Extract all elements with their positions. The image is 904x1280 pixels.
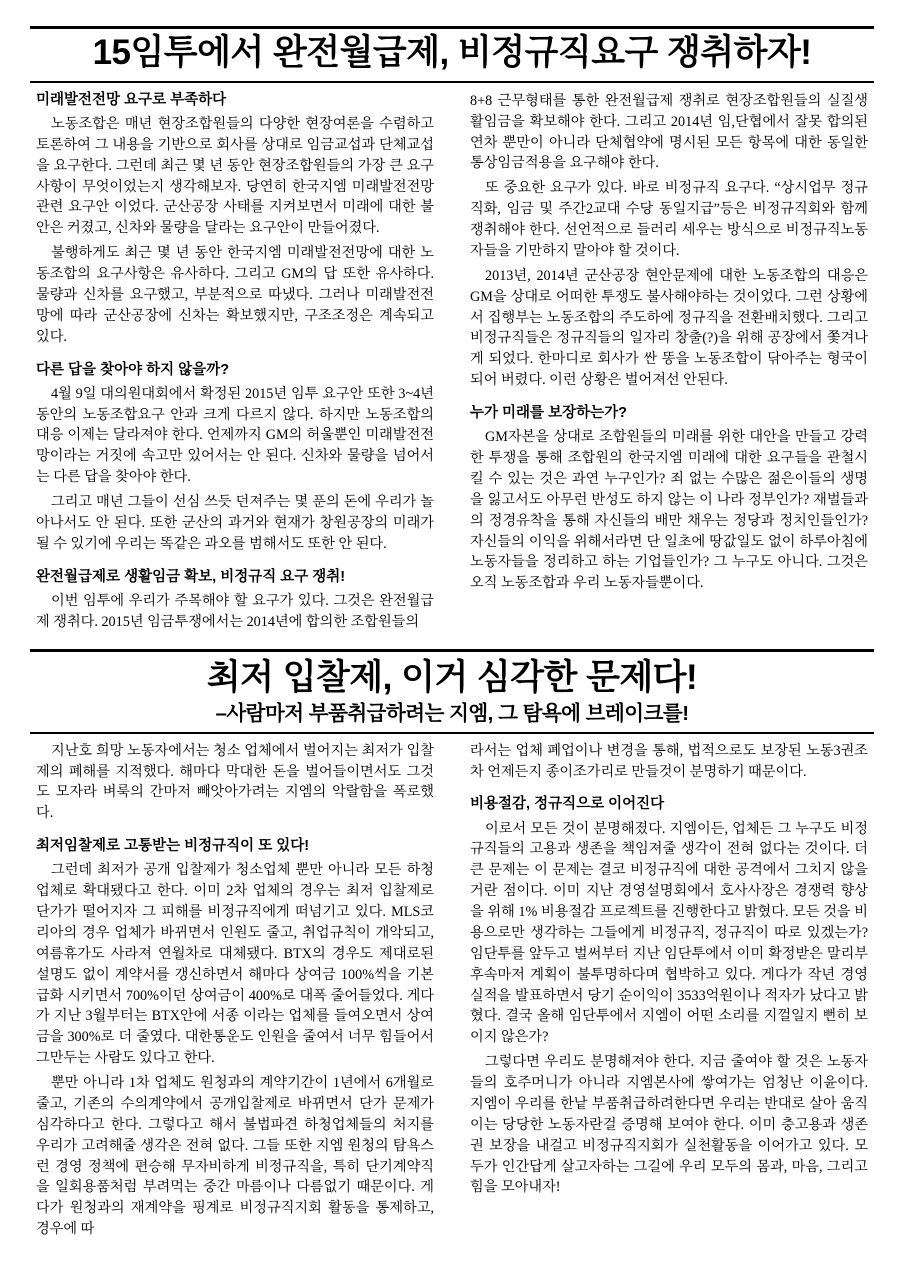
section-heading: 누가 미래를 보장하는가? (470, 405, 627, 421)
article2-subheadline: –사람마저 부품취급하려는 지엠, 그 탐욕에 브레이크를! (215, 702, 689, 725)
paragraph: 노동조합은 매년 현장조합원들의 다양한 현장여론을 수렴하고 토론하여 그 내용을 기반으로 회사를 상대로 임금교섭과 단체교섭을 요구한다. 그런데 최근 몇 년 동안 현장조합원들의 가장 큰 요구사항이 무엇이었는지 생각해보자. 당연히 한국지엠 미래발전전망 관련 요구안 이었다. 군산공장 사태를 지켜보면서 미래에 대한 불안은 커졌고, 신차와 물량을 달라는 요구안이 만들어졌다. (36, 115, 434, 237)
article2-headline: 최저 입찰제, 이거 심각한 문제다! (206, 657, 698, 697)
paragraph: 지난호 희망 노동자에서는 청소 업체에서 벌어지는 최저가 입찰제의 폐해를 지적했다. 해마다 막대한 돈을 벌어들이면서도 그것도 모자라 벼룩의 간마저 빼앗아가려는 지엠의 악랄함을 폭로했다. (36, 742, 434, 822)
section-heading: 비용절감, 정규직으로 이어진다 (470, 796, 665, 813)
paragraph: 4월 9일 대의원대회에서 확정된 2015년 임투 요구안 또한 3~4년 동안의 노동조합요구 안과 크게 다르지 않다. 하지만 노동조합의 대응 이제는 달라져야 한다. 언제까지 GM의 허울뿐인 미래발전전망이라는 거짓에 속고만 있어서는 안 된다. 신차와 물량을 넘어서는 다른 답을 찾아야 한다. (36, 385, 434, 486)
paragraph: 2013년, 2014년 군산공장 현안문제에 대한 노동조합의 대응은 GM을 상대로 어떠한 투쟁도 불사해야하는 것이었다. 그런 상황에서 집행부는 노동조합의 주도하에 정규직을 전환배치했다. 그리고 비정규직들은 정규직들의 일자리 창출(?)을 위해 공장에서 쫓겨나게 되었다. 한마디로 회사가 싼 똥을 노동조합이 닦아주는 형국이 되어 버렸다. 이런 상황은 벌어져선 안된다. (470, 267, 868, 389)
article1-left-column (30, 91, 452, 637)
paragraph: 불행하게도 최근 몇 년 동안 한국지엠 미래발전전망에 대한 노동조합의 요구사항은 유사하다. 그리고 GM의 답 또한 유사하다. 물량과 신차를 요구했고, 부분적으로 따냈다. 그러나 미래발전전망에 따라 군산공장에 신차는 확보했지만, 구조조정은 계속되고 있다. (36, 245, 434, 345)
section-heading: 완전월급제로 생활임금 확보, 비정규직 요구 쟁취! (36, 568, 346, 585)
paragraph: 뿐만 아니라 1차 업체도 원청과의 계약기간이 1년에서 6개월로 줄고, 기존의 수의계약에서 공개입찰제로 바뀌면서 단가 문제가 심각하다고 한다. 그렇다고 해서 불법파견 하청업체들의 처지를 우리가 고려해줄 생각은 전혀 없다. 그들 또한 지엠 원청의 탐욕스런 경영 정책에 편승해 무자비하게 비정규직을, 특히 단기계약직을 일회용품처럼 부려먹는 중간 마름이나 다름없기 때문이다. 게다가 원청과의 재계약을 핑계로 비정규직지회 활동을 통제하고, 경우에 따 (36, 1075, 434, 1238)
article1-headline: 15임투에서 완전월급제, 비정규직요구 쟁취하자! (92, 33, 812, 72)
article2-left-column (30, 741, 452, 1244)
article1-right-column (452, 91, 874, 637)
article1-columns (30, 91, 874, 637)
paragraph: 라서는 업체 폐업이나 변경을 통해, 법적으로도 보장된 노동3권조차 언제든지 종이조가리로 만들것이 분명하기 때문이다. (470, 742, 868, 780)
paragraph: GM자본을 상대로 조합원들의 미래를 위한 대안을 만들고 강력한 투쟁을 통해 조합원의 한국지엠 미래에 대한 요구들을 관철시킬 수 있는 것은 과연 누구인가? 죄 없는 수많은 젊은이들의 생명을 잃고서도 아무런 반성도 하지 않는 이 나라 정부인가? 재벌들과의 정경유착을 통해 자신들의 배만 채우는 정당과 정치인들인가? 자신들의 이익을 위해서라면 단 일초에 땅값일도 없이 하루아침에 노동자들을 정리하고 하는 기업들인가? 그 누구도 아니다. 그것은 오직 노동조합과 우리 노동자들뿐이다. (470, 429, 868, 592)
article2-columns (30, 741, 874, 1244)
section-heading: 미래발전전망 요구로 부족하다 (36, 91, 227, 108)
section-heading: 다른 답을 찾아야 하지 않을까? (36, 361, 230, 378)
article2-right-column (452, 741, 874, 1244)
paragraph: 그렇다면 우리도 분명해져야 한다. 지금 줄여야 할 것은 노동자들의 호주머니가 아니라 지엠본사에 쌓여가는 엄청난 이윤이다. 지엠이 우리를 한낱 부품취급하려한다면 우리는 반대로 살아 움직이는 당당한 노동자란걸 증명해 보여야 한다. 이미 충고용과 생존권 보장을 내걸고 비정규직지회가 실천활동을 이어가고 있다. 모두가 인간답게 살고자하는 그길에 우리 모두의 몸과, 마음, 그리고 힘을 모아내자! (470, 1054, 868, 1196)
paragraph: 또 중요한 요구가 있다. 바로 비정규직 요구다. “상시업무 정규직화, 임금 및 주간2교대 수당 동일지급”등은 비정규직회와 함께 쟁취해야 한다. 선언적으로 들러리 세우는 방식으로 비정규직노동자들을 기만하지 말아야 할 것이다. (470, 180, 868, 259)
paragraph: 그런데 최저가 공개 입찰제가 청소업체 뿐만 아니라 모든 하청업체로 확대됐다고 한다. 이미 2차 업체의 경우는 최저 입찰제로 단가가 떨어지자 그 피해를 비정규직에게 떠넘기고 있다. MLS코리아의 경우 업체가 바뀌면서 인원도 줄고, 취업규칙이 개악되고, 여름휴가도 사라져 연월차로 대체됐다. BTX의 경우도 제대로된 설명도 없이 계약서를 갱신하면서 해마다 상여금 100%씩을 기본급화 시키면서 700%이던 상여금이 400%로 대폭 줄어들었다. 게다가 지난 3월부터는 BTX안에 서종 이라는 업체를 들여오면서 상여금을 300%로 더 줄였다. 대한통운도 인원을 줄여서 너무 힘들어서 그만두는 사람도 있다고 한다. (36, 862, 434, 1067)
article1-headline-band (30, 26, 874, 83)
section-heading: 최저임찰제로 고통받는 비정규직이 또 있다! (36, 838, 310, 855)
paragraph: 8+8 근무형태를 통한 완전월급제 쟁취로 현장조합원들의 실질생활임금을 확보해야 한다. 그리고 2014년 임,단협에서 잘못 합의된 연차 뿐만이 아니라 단체협약에 명시된 모든 항목에 대한 동일한 통상임금적용을 요구해야 한다. (470, 92, 868, 172)
paragraph: 그리고 매년 그들이 선심 쓰듯 던져주는 몇 푼의 돈에 우리가 놀아나서도 안 된다. 또한 군산의 과거와 현재가 창원공장의 미래가 될 수 있기에 우리는 똑같은 과오를 범해서도 또한 안 된다. (36, 494, 434, 552)
paragraph: 이번 임투에 우리가 주목해야 할 요구가 있다. 그것은 완전월급제 쟁취다. 2015년 임금투쟁에서는 2014년에 합의한 조합원들의 (36, 592, 434, 630)
paragraph: 이로서 모든 것이 분명해졌다. 지엠이든, 업체든 그 누구도 비정규직들의 고용과 생존을 책임져줄 생각이 전혀 없다는 것이다. 더 큰 문제는 이 문제는 결코 비정규직에 대한 공격에서 그치지 않을 거란 점이다. 이미 지난 경영설명회에서 호사사장은 경쟁력 향상을 위해 1% 비용절감 프로젝트를 진행한다고 밝혔다. 모든 것을 비용으로만 생각하는 그들에게 비정규직, 정규직이 따로 있겠는가? 임단투를 앞두고 벌써부터 지난 임단투에서 이미 확정받은 말리부 후속마저 계획이 불투명하다며 협박하고 있다. 게다가 작년 경영실적을 발표하면서 당기 순이익이 3533억원이나 적자가 났다고 밝혔다. 결국 올해 임단투에서 지엠이 어떤 소리를 지껄일지 뻔히 보이지 않은가? (470, 820, 868, 1046)
article2-headline-band (30, 652, 874, 734)
